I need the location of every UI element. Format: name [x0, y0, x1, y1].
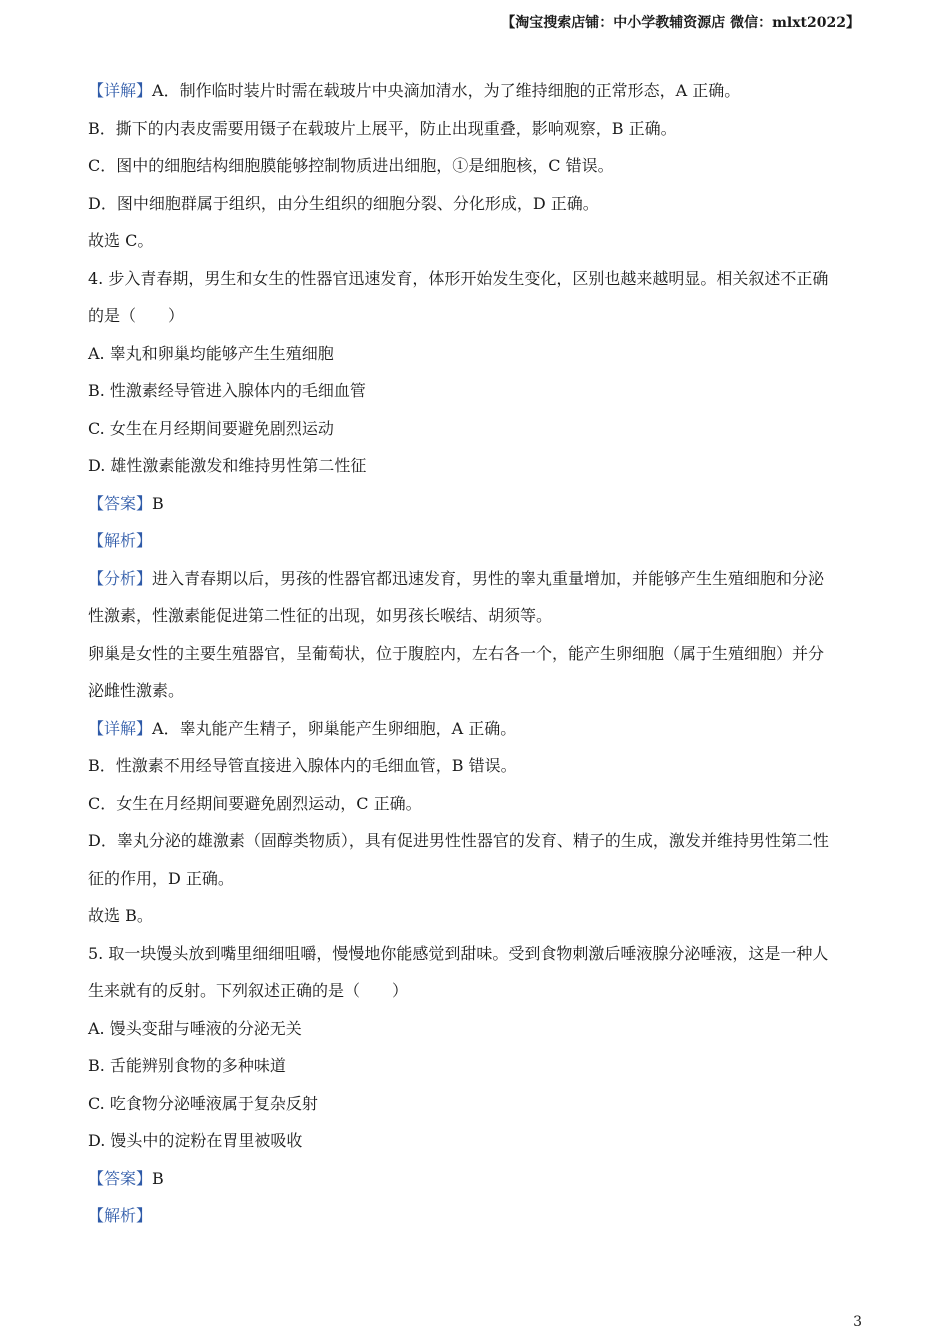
text-line	[88, 222, 864, 260]
text-line	[88, 1085, 864, 1123]
text-line	[88, 747, 864, 785]
line-text: C. 女生在月经期间要避免剧烈运动	[88, 418, 334, 438]
text-line	[88, 297, 864, 335]
line-text: A．睾丸能产生精子，卵巢能产生卵细胞，A 正确。	[152, 718, 517, 738]
line-text: 故选 C。	[88, 231, 154, 250]
section-tag: 【详解】	[88, 718, 153, 738]
text-line	[88, 560, 864, 598]
text-line	[88, 1122, 864, 1160]
section-tag: 【答案】	[88, 1168, 153, 1188]
line-text: C．女生在月经期间要避免剧烈运动，C 正确。	[88, 793, 422, 813]
text-line	[88, 185, 864, 223]
text-line	[88, 972, 864, 1010]
text-line	[88, 110, 864, 148]
section-tag: 【解析】	[88, 531, 153, 550]
line-text: D. 雄性激素能激发和维持男性第二性征	[88, 456, 367, 475]
line-text: 卵巢是女性的主要生殖器官，呈葡萄状，位于腹腔内，左右各一个，能产生卵细胞（属于生殖细胞）并分	[88, 643, 825, 663]
text-line	[88, 672, 864, 710]
text-line	[88, 72, 864, 110]
text-line	[88, 260, 864, 298]
section-tag: 【分析】	[88, 568, 153, 588]
line-text: 泌雌性激素。	[88, 681, 185, 700]
line-text: D．睾丸分泌的雄激素（固醇类物质），具有促进男性性器官的发育、精子的生成，激发并维持男性第二性	[88, 831, 829, 850]
text-line	[88, 860, 864, 898]
text-line	[88, 822, 864, 860]
line-text: 生来就有的反射。下列叙述正确的是（ ）	[88, 981, 409, 1000]
line-text: A. 睾丸和卵巢均能够产生生殖细胞	[88, 343, 334, 363]
line-text: B	[152, 1168, 164, 1188]
text-line	[88, 1047, 864, 1085]
text-line	[88, 635, 864, 673]
text-line	[88, 1160, 864, 1198]
line-text: A. 馒头变甜与唾液的分泌无关	[88, 1018, 302, 1038]
line-text: B. 舌能辨别食物的多种味道	[88, 1056, 286, 1075]
line-text: B．撕下的内表皮需要用镊子在载玻片上展平，防止出现重叠，影响观察，B 正确。	[88, 118, 677, 138]
text-line	[88, 485, 864, 523]
line-text: A．制作临时装片时需在载玻片中央滴加清水，为了维持细胞的正常形态，A 正确。	[152, 81, 741, 100]
text-line	[88, 147, 864, 185]
line-text: 征的作用，D 正确。	[88, 868, 234, 888]
section-tag: 【详解】	[88, 81, 153, 100]
text-line	[88, 897, 864, 935]
line-text: 进入青春期以后，男孩的性器官都迅速发育，男性的睾丸重量增加，并能够产生生殖细胞和分泌	[152, 568, 825, 588]
text-line	[88, 1197, 864, 1235]
text-line	[88, 1010, 864, 1048]
section-tag: 【答案】	[88, 493, 153, 513]
text-line	[88, 372, 864, 410]
line-text: B．性激素不用经导管直接进入腺体内的毛细血管，B 错误。	[88, 756, 517, 775]
text-line	[88, 785, 864, 823]
line-text: D．图中细胞群属于组织，由分生组织的细胞分裂、分化形成，D 正确。	[88, 193, 599, 213]
line-text: D. 馒头中的淀粉在胃里被吸收	[88, 1131, 303, 1150]
line-text: 性激素，性激素能促进第二性征的出现，如男孩长喉结、胡须等。	[88, 606, 553, 625]
line-text: C. 吃食物分泌唾液属于复杂反射	[88, 1093, 318, 1113]
text-line	[88, 710, 864, 748]
text-line	[88, 410, 864, 448]
line-text: B. 性激素经导管进入腺体内的毛细血管	[88, 381, 366, 400]
line-text: 故选 B。	[88, 906, 153, 925]
line-text: 的是（ ）	[88, 306, 185, 325]
line-text: 4. 步入青春期，男生和女生的性器官迅速发育，体形开始发生变化，区别也越来越明显。相关叙述不正确	[88, 268, 829, 288]
line-text: C．图中的细胞结构细胞膜能够控制物质进出细胞，①是细胞核，C 错误。	[88, 156, 614, 175]
text-line	[88, 597, 864, 635]
section-tag: 【解析】	[88, 1206, 153, 1225]
line-text: 5. 取一块馒头放到嘴里细细咀嚼，慢慢地你能感觉到甜味。受到食物刺激后唾液腺分泌唾液，这是一种人	[88, 943, 829, 963]
text-line	[88, 935, 864, 973]
text-line	[88, 447, 864, 485]
document-body	[88, 72, 864, 1235]
page-number: 3	[853, 1314, 862, 1330]
text-line	[88, 335, 864, 373]
line-text: B	[152, 493, 164, 513]
page-header: 【淘宝搜索店铺：中小学教辅资源店 微信：mlxt2022】	[501, 15, 860, 31]
text-line	[88, 522, 864, 560]
